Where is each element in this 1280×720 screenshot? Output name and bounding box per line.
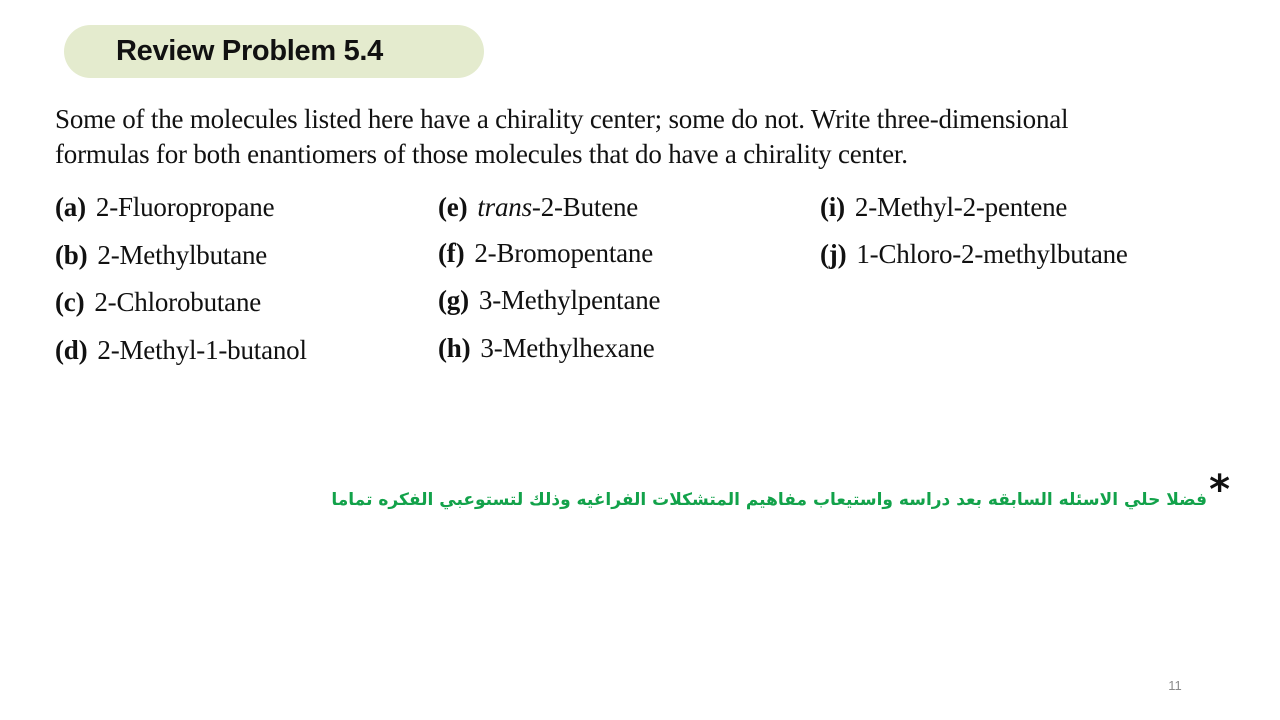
title-banner — [64, 25, 484, 78]
page-number: 11 — [1168, 678, 1182, 693]
problem-letter: (d) — [55, 335, 88, 365]
problem-letter: (f) — [438, 238, 465, 268]
problem-letter: (g) — [438, 285, 469, 315]
problem-name: 2-Methylbutane — [97, 240, 268, 270]
arabic-note-text: فضلا حلي الاسئله السابقه بعد دراسه واستيعاب مفاهيم المتشكلات الفراغيه وذلك لتستوعبي الفكره تماما — [331, 490, 1208, 510]
problem-name: 2-Fluoropropane — [95, 192, 275, 222]
problem-name-prefix: trans — [477, 192, 532, 222]
problem-item-a — [55, 191, 274, 223]
problem-item-j — [820, 238, 1128, 270]
problem-intro — [55, 102, 1235, 172]
problem-item-e — [438, 191, 638, 223]
asterisk-icon: * — [1209, 467, 1230, 513]
problem-letter: (a) — [55, 192, 86, 222]
problem-name: 2-Methyl-1-butanol — [97, 335, 307, 365]
problem-name: 3-Methylpentane — [478, 285, 661, 315]
intro-line-2: formulas for both enantiomers of those molecules that do have a chirality center. — [55, 139, 908, 169]
problem-name: 2-Chlorobutane — [94, 287, 262, 317]
problem-letter: (i) — [820, 192, 845, 222]
problem-letter: (e) — [438, 192, 468, 222]
problem-letter: (j) — [820, 239, 847, 269]
problem-name: 2-Bromopentane — [474, 238, 654, 268]
problem-letter: (b) — [55, 240, 88, 270]
problem-name: -2-Butene — [531, 192, 639, 222]
problem-item-f — [438, 237, 653, 269]
problem-name: 1-Chloro-2-methylbutane — [856, 239, 1128, 269]
problem-item-h — [438, 332, 655, 364]
problem-letter: (h) — [438, 333, 471, 363]
problem-name: 3-Methylhexane — [480, 333, 655, 363]
problem-item-c — [55, 286, 261, 318]
problem-item-b — [55, 239, 267, 271]
problem-name: 2-Methyl-2-pentene — [854, 192, 1068, 222]
problem-item-i — [820, 191, 1067, 223]
slide-title: Review Problem 5.4 — [116, 35, 383, 67]
intro-line-1: Some of the molecules listed here have a chirality center; some do not. Write three-dimensional — [55, 104, 1069, 134]
problem-letter: (c) — [55, 287, 85, 317]
problem-item-d — [55, 334, 307, 366]
arabic-note — [331, 467, 1230, 513]
problem-item-g — [438, 284, 660, 316]
